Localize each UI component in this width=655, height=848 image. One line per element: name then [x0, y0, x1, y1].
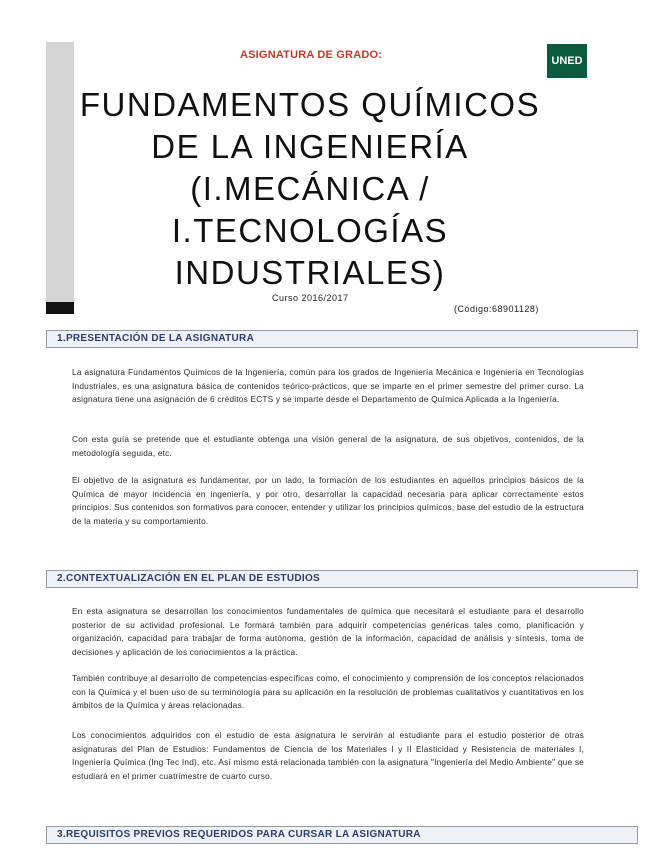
paragraph: También contribuye al desarrollo de competencias específicas como, el conocimiento y comprensión de los conceptos relacionados con la Química y el buen uso de su terminología para su aplicación en la resolución de problemas cualitativos y cuantitativos en los ámbitos de la Química y áreas relacionadas. — [72, 673, 584, 710]
course-year: Curso 2016/2017 — [272, 293, 349, 303]
paragraph: La asignatura Fundamentos Químicos de la Ingeniería, común para los grados de Ingeniería Mecánica e Ingeniería en Tecnologías Industriales, es una asignatura básica de contenidos teórico-prácticos, que se imparte en el primer semestre del primer curso. La asignatura tiene una asignación de 6 créditos ECTS y se imparte desde el Departamento de Química Aplicada a la Ingeniería. — [72, 367, 584, 404]
side-decoration-bar-end — [46, 302, 74, 314]
section-heading-text: 2.CONTEXTUALIZACIÓN EN EL PLAN DE ESTUDIOS — [57, 573, 320, 584]
paragraph: El objetivo de la asignatura es fundamentar, por un lado, la formación de los estudiantes en aquellos principios básicos de la Química de mayor incidencia en ingeniería, y por otro, desarrollar la capacidad necesaria para aplicar correctamente estos principios. Sus contenidos son formativos para conocer, entender y utilizar los principios químicos, base del estudio de la estructura de la materia y su comportamiento. — [72, 475, 584, 526]
main-title — [70, 84, 550, 294]
title-line: DE LA INGENIERÍA — [151, 128, 469, 165]
section-heading-context — [46, 570, 638, 588]
subject-type-label: ASIGNATURA DE GRADO: — [240, 49, 383, 61]
section-heading-requirements — [46, 826, 638, 844]
section-heading-text: 1.PRESENTACIÓN DE LA ASIGNATURA — [57, 333, 255, 344]
subject-code: (Código:68901128) — [454, 304, 539, 314]
title-line: FUNDAMENTOS QUÍMICOS — [79, 86, 541, 123]
title-line: INDUSTRIALES) — [174, 254, 446, 291]
paragraph: En esta asignatura se desarrollan los conocimientos fundamentales de química que necesitará el estudiante para el desarrollo posterior de su actividad profesional. Le formará también para adquirir competencias genéricas tales como, planificación y organización, capacidad para trabajar de forma autónoma, gestión de la información, capacidad de análisis y síntesis, toma de decisiones y aplicación de los conocimientos a la práctica. — [72, 606, 584, 657]
section-heading-presentation — [46, 330, 638, 348]
title-line: (I.MECÁNICA / — [190, 170, 430, 207]
paragraph: Con esta guía se pretende que el estudiante obtenga una visión general de la asignatura, de sus objetivos, contenidos, de la metodología seguida, etc. — [72, 434, 584, 458]
section-heading-text: 3.REQUISITOS PREVIOS REQUERIDOS PARA CURSAR LA ASIGNATURA — [57, 829, 421, 840]
uned-logo: UNED — [547, 44, 587, 78]
paragraph: Los conocimientos adquiridos con el estudio de esta asignatura le servirán al estudiante para el estudio posterior de otras asignaturas del Plan de Estudios: Fundamentos de Ciencia de los Materiales I y II Elasticidad y Resistencia de materiales I, Ingeniería Química (Ing Tec Ind), etc. Así mismo está relacionada también con la asignatura "Ingeniería del Medio Ambiente" que se estudiará en el primer cuatrimestre de cuarto curso. — [72, 730, 584, 781]
title-line: I.TECNOLOGÍAS — [171, 212, 449, 249]
